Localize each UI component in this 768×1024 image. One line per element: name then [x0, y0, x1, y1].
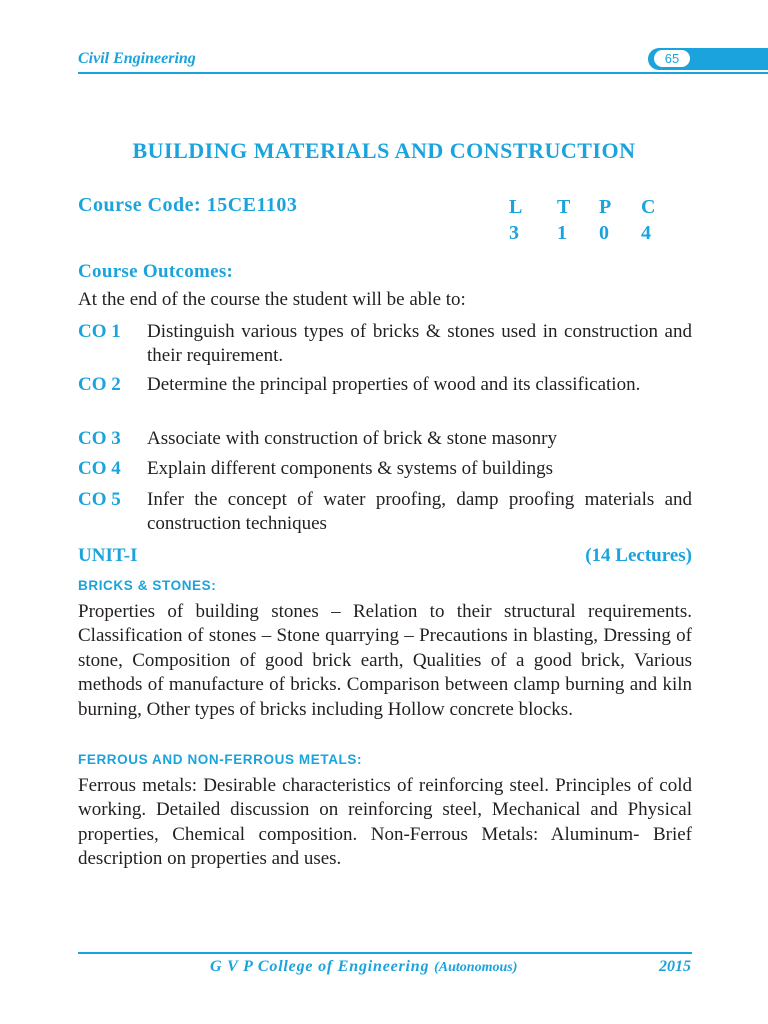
outcomes-intro: At the end of the course the student will be able to:: [78, 289, 466, 310]
co-label: CO 3: [78, 428, 121, 449]
header-rule: [78, 72, 768, 74]
unit-title: UNIT-I: [78, 545, 138, 566]
course-code: Course Code: 15CE1103: [78, 194, 298, 216]
section-body-bricks-stones: Properties of building stones – Relation to their structural requirements. Classification of stones – Stone quarrying – Precautions in blasting, Dressing of stone, Composition of good brick earth, Qualities of a good brick, Various methods of manufacture of bricks. Comparison between clamp burning and kiln burning, Other types of bricks including Hollow concrete blocks.: [78, 601, 692, 720]
section-heading-bricks-stones: BRICKS & STONES:: [78, 578, 217, 593]
unit-lectures: (14 Lectures): [585, 545, 692, 566]
outcomes-heading: Course Outcomes:: [78, 261, 234, 282]
ltpc-column-l: [509, 194, 522, 246]
page-number: 65: [654, 50, 690, 67]
co-text: Distinguish various types of bricks & stones used in construction and their requirement.: [147, 321, 692, 366]
footer-year: 2015: [659, 958, 691, 975]
co-label: CO 1: [78, 321, 121, 342]
course-outcome-item: [78, 320, 692, 368]
ltpc-label: L: [509, 196, 523, 218]
footer-college-name: G V P College of Engineering: [210, 958, 430, 975]
ltpc-value: 3: [509, 222, 519, 244]
course-outcome-item: [78, 373, 692, 397]
course-outcome-item: [78, 427, 692, 451]
co-label: CO 2: [78, 374, 121, 395]
ltpc-label: P: [599, 196, 612, 218]
section-heading-metals: FERROUS AND NON-FERROUS METALS:: [78, 752, 363, 767]
unit-heading: [78, 545, 692, 567]
course-title: BUILDING MATERIALS AND CONSTRUCTION: [132, 138, 636, 163]
course-outcome-item: [78, 457, 692, 481]
ltpc-value: 0: [599, 222, 609, 244]
ltpc-column-t: [557, 194, 570, 246]
course-outcome-item: [78, 488, 692, 536]
co-text: Associate with construction of brick & stone masonry: [147, 428, 558, 449]
ltpc-column-c: [641, 194, 655, 246]
ltpc-value: 4: [641, 222, 651, 244]
ltpc-column-p: [599, 194, 611, 246]
co-text: Infer the concept of water proofing, damp proofing materials and construction techniques: [147, 489, 692, 534]
footer-autonomous: (Autonomous): [434, 960, 518, 975]
footer-college: [210, 958, 517, 976]
header-department: Civil Engineering: [78, 50, 196, 67]
ltpc-label: C: [641, 196, 656, 218]
co-text: Explain different components & systems of buildings: [147, 458, 553, 479]
co-label: CO 4: [78, 458, 121, 479]
ltpc-value: 1: [557, 222, 567, 244]
co-label: CO 5: [78, 489, 121, 510]
ltpc-label: T: [557, 196, 571, 218]
co-text: Determine the principal properties of wood and its classification.: [147, 374, 641, 395]
footer-rule: [78, 952, 692, 954]
section-body-metals: Ferrous metals: Desirable characteristics of reinforcing steel. Principles of cold working. Detailed discussion on reinforcing steel, Mechanical and Physical properties, Chemical composition. Non-Ferrous Metals: Aluminum- Brief description on properties and uses.: [78, 775, 692, 870]
